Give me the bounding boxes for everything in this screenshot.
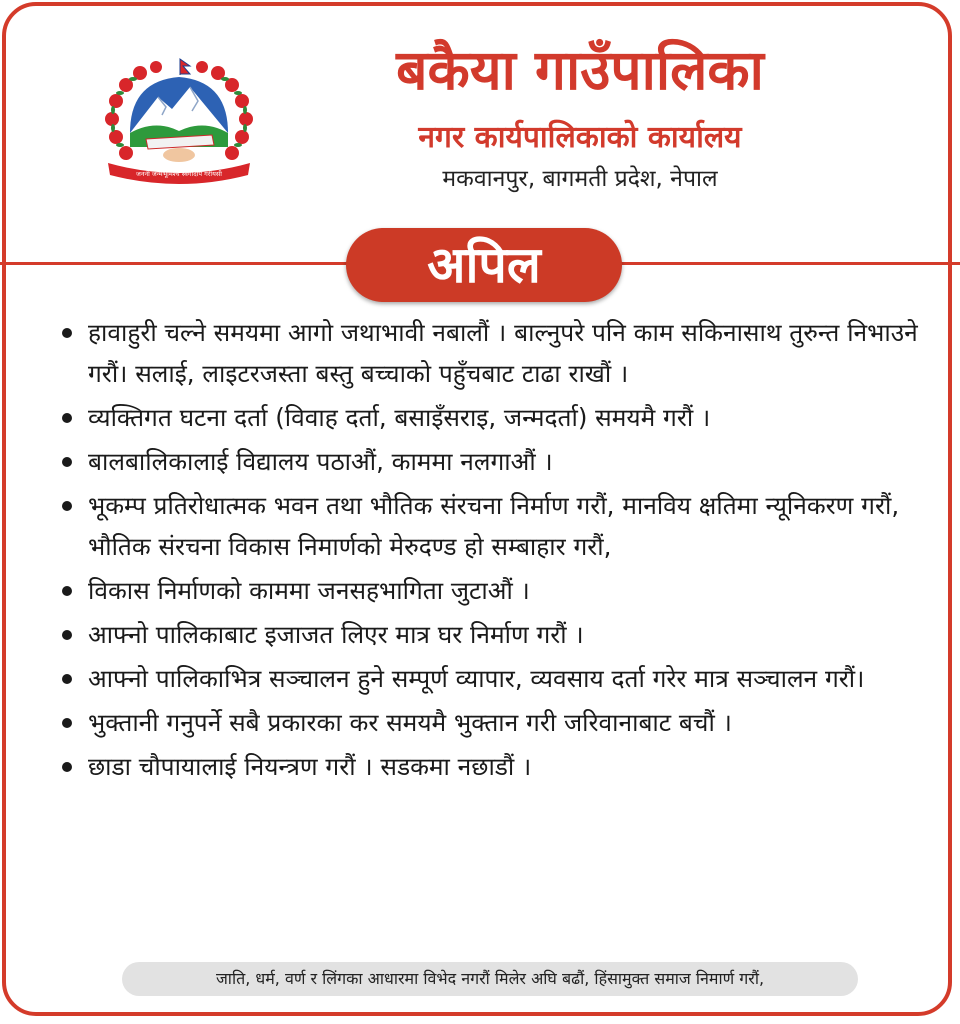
bullet-icon xyxy=(62,630,72,640)
appeal-heading-badge: अपिल xyxy=(346,228,622,302)
appeal-text: विकास निर्माणको काममा जनसहभागिता जुटाऔं । xyxy=(88,576,530,605)
appeal-item xyxy=(60,702,920,743)
bullet-icon xyxy=(62,328,72,338)
appeal-item xyxy=(60,312,920,394)
appeal-item xyxy=(60,614,920,655)
office-subtitle: नगर कार्यपालिकाको कार्यालय xyxy=(418,120,742,155)
bullet-icon xyxy=(62,586,72,596)
nepal-emblem-icon xyxy=(100,55,258,185)
appeal-item xyxy=(60,746,920,787)
appeal-item xyxy=(60,658,920,699)
appeal-text: छाडा चौपायालाई नियन्त्रण गरौं । सडकमा नछाडौं । xyxy=(88,752,532,781)
bullet-icon xyxy=(62,718,72,728)
appeal-text: आफ्नो पालिकाभित्र सञ्चालन हुने सम्पूर्ण व्यापार, व्यवसाय दर्ता गरेर मात्र सञ्चालन गरौं। xyxy=(88,664,865,693)
appeal-item xyxy=(60,441,920,482)
appeal-text: आफ्नो पालिकाबाट इजाजत लिएर मात्र घर निर्माण गरौं । xyxy=(88,620,584,649)
footer-slogan: जाति, धर्म, वर्ण र लिंगका आधारमा विभेद नगरौं मिलेर अघि बढौं, हिंसामुक्त समाज निमार्ण गरौं, xyxy=(122,962,858,996)
bullet-icon xyxy=(62,762,72,772)
bullet-icon xyxy=(62,457,72,467)
bullet-icon xyxy=(62,501,72,511)
appeal-item xyxy=(60,397,920,438)
appeal-text: बालबालिकालाई विद्यालय पठाऔं, काममा नलगाऔं । xyxy=(88,447,553,476)
bullet-icon xyxy=(62,413,72,423)
appeal-text: व्यक्तिगत घटना दर्ता (विवाह दर्ता, बसाइँसराइ, जन्मदर्ता) समयमै गरौं । xyxy=(88,403,711,432)
bullet-icon xyxy=(62,674,72,684)
appeal-list xyxy=(60,312,920,790)
appeal-text: भूकम्प प्रतिरोधात्मक भवन तथा भौतिक संरचना निर्माण गरौं, मानविय क्षतिमा न्यूनिकरण गरौं, भौतिक संरचना विकास निमार्णको मेरुदण्ड हो सम्बाहार गरौं, xyxy=(88,491,900,561)
office-address: मकवानपुर, बागमती प्रदेश, नेपाल xyxy=(442,166,718,192)
emblem-motto: जननी जन्मभूमिश्च स्वर्गादपि गरीयसी xyxy=(136,170,222,178)
appeal-text: भुक्तानी गनुपर्ने सबै प्रकारका कर समयमै भुक्तान गरी जरिवानाबाट बचौं । xyxy=(88,708,732,737)
appeal-item xyxy=(60,570,920,611)
appeal-text: हावाहुरी चल्ने समयमा आगो जथाभावी नबालौं । बाल्नुपरे पनि काम सकिनासाथ तुरुन्त निभाउने गरौं। सलाई, लाइटरजस्ता बस्तु बच्चाको पहुँचबाट टाढा राखौं । xyxy=(88,318,918,388)
municipality-title: बकैया गाउँपालिका xyxy=(396,38,764,102)
appeal-item xyxy=(60,485,920,567)
